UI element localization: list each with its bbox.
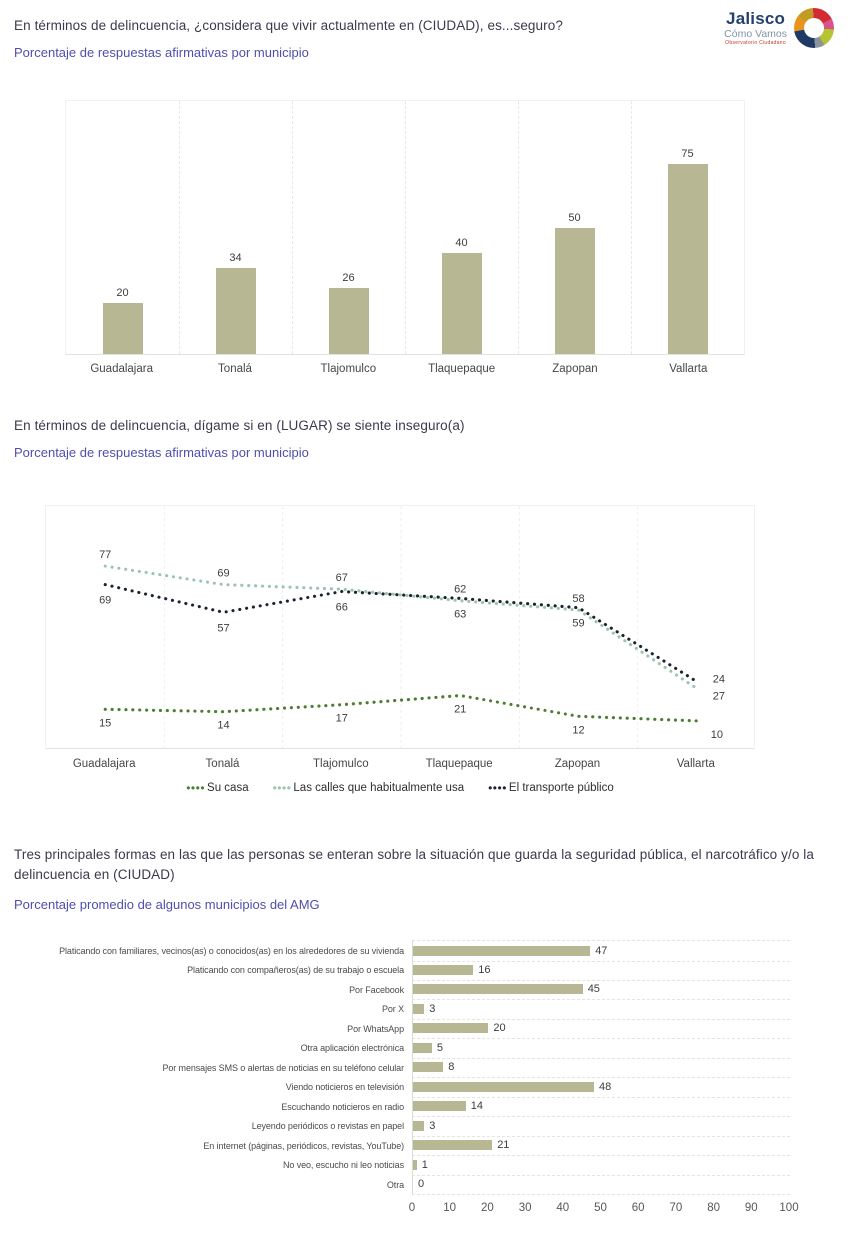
hbar-category-label: Por Facebook bbox=[349, 984, 404, 995]
legend-item bbox=[488, 782, 614, 794]
hbar-value-label: 5 bbox=[436, 1041, 444, 1054]
point-value-label: 12 bbox=[572, 724, 585, 737]
section1-header bbox=[14, 16, 674, 62]
section3-subtitle: Porcentaje promedio de algunos municipios del AMG bbox=[14, 896, 320, 912]
hbar-value-label: 14 bbox=[470, 1100, 484, 1113]
category-label: Tonalá bbox=[205, 758, 240, 770]
category-label: Guadalajara bbox=[90, 363, 153, 375]
bar bbox=[668, 164, 708, 354]
hbar-row bbox=[14, 1078, 785, 1098]
hbar-category-label: Leyendo periódicos o revistas en papel bbox=[251, 1121, 404, 1132]
bar bbox=[442, 253, 482, 354]
hbar-track bbox=[412, 980, 790, 1001]
hbar-value-label: 8 bbox=[448, 1061, 455, 1074]
hbar-value-label: 3 bbox=[429, 1119, 436, 1132]
hbar-bar bbox=[413, 984, 583, 994]
hbar-bar bbox=[413, 1082, 594, 1092]
legend-marker-dots-icon: •••• bbox=[186, 781, 206, 795]
hbar-category-label: Escuchando noticieros en radio bbox=[281, 1101, 404, 1112]
bar-value-label: 40 bbox=[455, 236, 468, 249]
point-value-label: 59 bbox=[572, 617, 585, 630]
section2-header bbox=[14, 416, 714, 462]
point-value-label: 62 bbox=[454, 583, 467, 596]
x-tick-label: 60 bbox=[631, 1201, 645, 1214]
point-value-label: 57 bbox=[217, 622, 230, 635]
hbar-row bbox=[14, 1058, 785, 1078]
hbar-chart-medios-informacion bbox=[14, 941, 799, 1218]
point-value-label: 17 bbox=[335, 712, 348, 725]
bar-value-label: 75 bbox=[681, 148, 694, 161]
hbar-row bbox=[14, 1039, 785, 1059]
category-label: Guadalajara bbox=[72, 758, 136, 770]
bar-column bbox=[518, 101, 631, 354]
category-label: Tlaquepaque bbox=[428, 363, 496, 375]
hbar-bar bbox=[413, 1043, 432, 1053]
hbar-track bbox=[412, 1097, 790, 1118]
bar bbox=[216, 268, 256, 354]
hbar-track bbox=[412, 1175, 790, 1196]
hbar-bar bbox=[413, 1121, 424, 1131]
hbar-row bbox=[14, 1175, 785, 1195]
hbar-row bbox=[14, 961, 785, 981]
point-value-label: 14 bbox=[217, 719, 230, 732]
point-value-label: 24 bbox=[712, 673, 726, 686]
logo-caption: Observatorio Ciudadano bbox=[725, 40, 786, 47]
section2-subtitle: Porcentaje de respuestas afirmativas por municipio bbox=[14, 445, 309, 461]
bar-column bbox=[66, 101, 179, 354]
hbar-value-label: 16 bbox=[478, 963, 491, 976]
hbar-track bbox=[412, 1077, 790, 1098]
chart1-category-axis bbox=[65, 363, 745, 375]
chart1-plot-area bbox=[65, 100, 745, 355]
hbar-x-axis bbox=[408, 1201, 799, 1218]
category-label: Tlajomulco bbox=[313, 758, 369, 770]
x-tick-label: 70 bbox=[669, 1201, 683, 1214]
hbar-value-label: 21 bbox=[497, 1139, 510, 1152]
hbar-row bbox=[14, 1019, 785, 1039]
hbar-bar bbox=[413, 1160, 417, 1170]
hbar-track bbox=[412, 999, 790, 1020]
category-label: Zapopan bbox=[554, 758, 601, 770]
hbar-bar bbox=[413, 1062, 443, 1072]
point-value-label: 67 bbox=[335, 572, 348, 585]
legend-item bbox=[186, 782, 248, 794]
line-chart-inseguridad-por-lugar bbox=[45, 505, 755, 794]
legend-label: Las calles que habitualmente usa bbox=[293, 782, 465, 794]
bar-chart-percepcion-seguridad bbox=[65, 100, 745, 375]
bar-column bbox=[405, 101, 518, 354]
logo-text bbox=[724, 10, 787, 47]
logo-tagline: Cómo Vamos bbox=[724, 27, 787, 40]
x-tick-label: 80 bbox=[707, 1201, 720, 1214]
section1-title: En términos de delincuencia, ¿considera que vivir actualmente en (CIUDAD), es...seguro? bbox=[14, 18, 563, 33]
hbar-value-label: 45 bbox=[587, 983, 600, 996]
logo-ring-hole bbox=[804, 18, 824, 38]
bar-value-label: 20 bbox=[116, 287, 129, 300]
section1-subtitle: Porcentaje de respuestas afirmativas por municipio bbox=[14, 45, 309, 61]
hbar-row bbox=[14, 1136, 785, 1156]
chart2-category-axis bbox=[45, 758, 755, 770]
logo-ring-icon bbox=[794, 8, 834, 48]
chart2-legend bbox=[45, 782, 755, 794]
category-label: Vallarta bbox=[676, 758, 715, 770]
bar-column bbox=[292, 101, 405, 354]
x-tick-label: 0 bbox=[408, 1201, 416, 1214]
hbar-category-label: Otra bbox=[386, 1179, 404, 1190]
hbar-track bbox=[412, 1058, 790, 1079]
legend-label: El transporte público bbox=[508, 782, 614, 794]
hbar-category-label: Por WhatsApp bbox=[347, 1023, 404, 1034]
bar bbox=[103, 303, 143, 354]
jalisco-logo bbox=[724, 8, 834, 48]
hbar-row bbox=[14, 1097, 785, 1117]
hbar-value-label: 20 bbox=[493, 1022, 506, 1035]
chart2-svg bbox=[46, 506, 756, 748]
hbar-category-label: Platicando con compañeros(as) de su trabajo o escuela bbox=[187, 965, 404, 976]
hbar-track bbox=[412, 1136, 790, 1157]
legend-marker-dots-icon: •••• bbox=[272, 781, 292, 795]
legend-marker-dots-icon: •••• bbox=[488, 781, 507, 795]
hbar-category-label: Platicando con familiares, vecinos(as) o conocidos(as) en los alrededores de su vivienda bbox=[59, 945, 404, 956]
hbar-value-label: 47 bbox=[595, 944, 608, 957]
x-tick-label: 10 bbox=[443, 1201, 457, 1214]
bar-column bbox=[179, 101, 292, 354]
bar bbox=[329, 288, 369, 354]
hbar-track bbox=[412, 1019, 790, 1040]
point-value-label: 77 bbox=[99, 549, 112, 562]
chart2-plot-area bbox=[45, 505, 755, 749]
x-tick-label: 30 bbox=[518, 1201, 532, 1214]
hbar-row bbox=[14, 1000, 785, 1020]
hbar-category-label: Por mensajes SMS o alertas de noticias en su teléfono celular bbox=[162, 1062, 404, 1073]
hbar-category-label: Otra aplicación electrónica bbox=[300, 1043, 404, 1054]
hbar-category-label: En internet (páginas, periódicos, revistas, YouTube) bbox=[203, 1140, 404, 1151]
hbar-track bbox=[412, 1155, 790, 1176]
category-label: Tonalá bbox=[218, 363, 252, 375]
hbar-track bbox=[412, 1038, 790, 1059]
category-label: Vallarta bbox=[669, 363, 708, 375]
hbar-category-label: Por X bbox=[381, 1004, 404, 1015]
x-tick-label: 50 bbox=[594, 1201, 607, 1214]
hbar-bar bbox=[413, 1140, 492, 1150]
legend-label: Su casa bbox=[207, 782, 249, 794]
hbar-value-label: 1 bbox=[421, 1158, 428, 1171]
x-tick-label: 20 bbox=[480, 1201, 494, 1214]
section3-title: Tres principales formas en las que las personas se enteran sobre la situación que guarda la seguridad pública, el narcotráfico y/o la delincuencia en (CIUDAD) bbox=[14, 847, 814, 883]
bar bbox=[555, 228, 595, 355]
point-value-label: 66 bbox=[335, 601, 348, 614]
category-label: Zapopan bbox=[552, 363, 598, 375]
point-value-label: 69 bbox=[99, 594, 112, 607]
hbar-category-label: Viendo noticieros en televisión bbox=[285, 1082, 404, 1093]
hbar-row bbox=[14, 980, 785, 1000]
hbar-track bbox=[412, 940, 790, 962]
hbar-bar bbox=[413, 946, 590, 956]
x-tick-label: 40 bbox=[556, 1201, 570, 1214]
point-value-label: 63 bbox=[454, 608, 467, 621]
section2-title: En términos de delincuencia, dígame si en (LUGAR) se siente inseguro(a) bbox=[14, 418, 465, 433]
hbar-bar bbox=[413, 965, 473, 975]
hbar-track bbox=[412, 1116, 790, 1137]
hbar-bar bbox=[413, 1004, 424, 1014]
bar-value-label: 34 bbox=[229, 252, 242, 264]
bar-value-label: 26 bbox=[342, 272, 355, 285]
point-value-label: 58 bbox=[572, 593, 585, 605]
hbar-bar bbox=[413, 1101, 466, 1111]
logo-name: Jalisco bbox=[726, 8, 786, 28]
legend-item bbox=[273, 782, 465, 794]
category-label: Tlajomulco bbox=[320, 363, 377, 375]
point-value-label: 69 bbox=[217, 567, 230, 580]
hbar-row bbox=[14, 1117, 785, 1137]
hbar-value-label: 3 bbox=[429, 1002, 436, 1015]
hbar-row bbox=[14, 941, 785, 961]
bar-value-label: 50 bbox=[568, 211, 581, 224]
hbar-value-label: 0 bbox=[418, 1178, 425, 1191]
hbar-track bbox=[412, 960, 790, 981]
point-value-label: 10 bbox=[710, 728, 724, 741]
hbar-category-label: No veo, escucho ni leo noticias bbox=[283, 1160, 404, 1171]
x-tick-label: 90 bbox=[744, 1201, 758, 1214]
hbar-bar bbox=[413, 1023, 488, 1033]
bar-column bbox=[631, 101, 744, 354]
point-value-label: 21 bbox=[454, 703, 467, 716]
point-value-label: 15 bbox=[99, 717, 112, 730]
point-value-label: 27 bbox=[712, 690, 726, 703]
section3-header bbox=[14, 845, 824, 914]
x-tick-label: 100 bbox=[779, 1201, 799, 1214]
hbar-row bbox=[14, 1156, 785, 1176]
hbar-value-label: 48 bbox=[599, 1080, 612, 1093]
category-label: Tlaquepaque bbox=[425, 758, 493, 770]
